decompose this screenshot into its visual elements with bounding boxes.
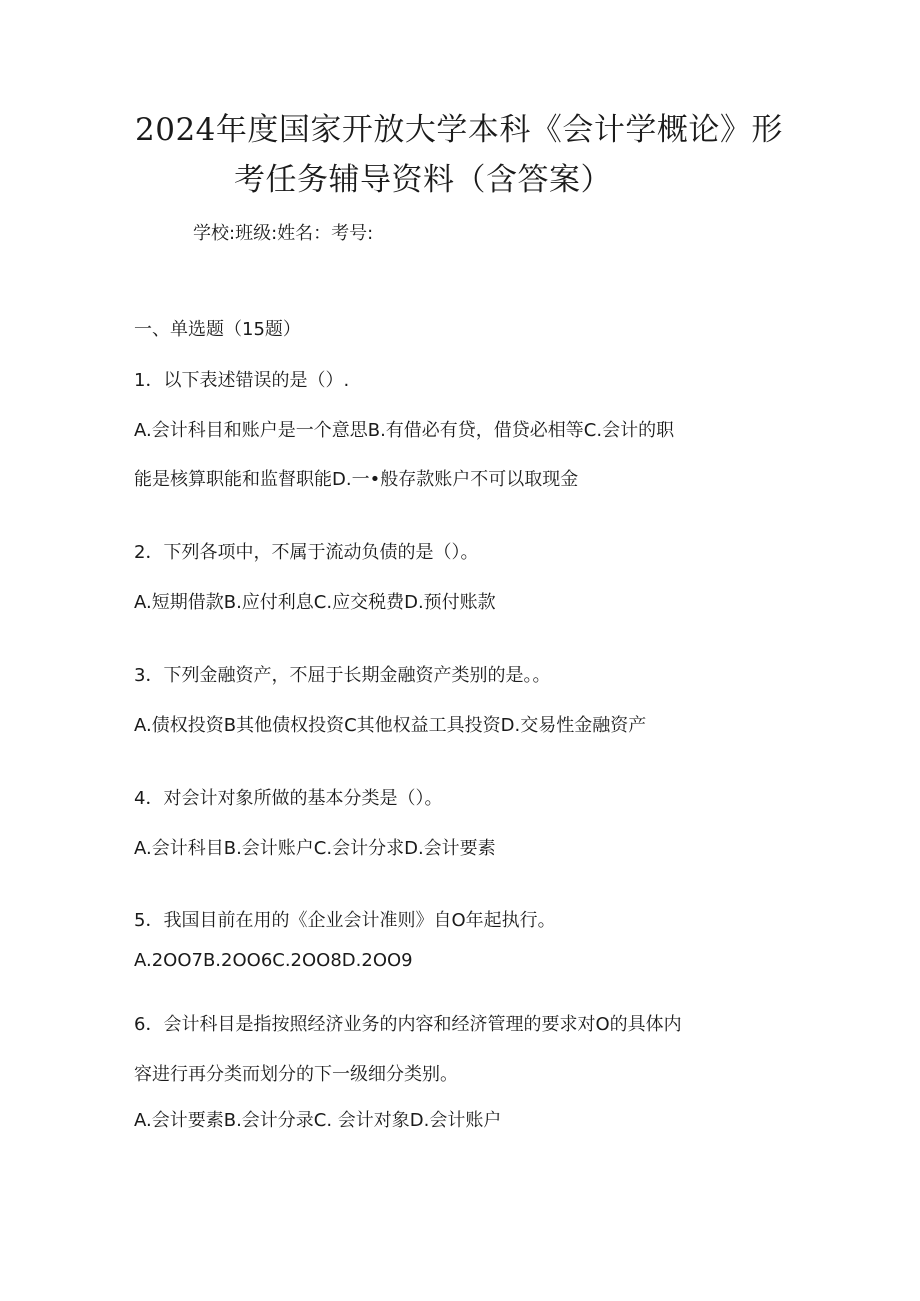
question-4-options: A.会计科目B.会计账户C.会计分求D.会计要素 [134, 838, 496, 859]
question-1-options-line-2: 能是核算职能和监督职能D.一•般存款账户不可以取现金 [134, 469, 579, 490]
section-heading: 一、单选题（15题） [134, 319, 301, 340]
document-title-line-2: 考任务辅导资料（含答案） [234, 162, 612, 198]
student-info-line: 学校:班级:姓名：考号: [193, 223, 374, 244]
question-5-options: A.2OO7B.2OO6C.2OO8D.2OO9 [134, 950, 413, 971]
question-2-stem: 2．下列各项中，不属于流动负债的是（）。 [134, 542, 479, 563]
question-4-stem: 4．对会计对象所做的基本分类是（）。 [134, 788, 443, 809]
question-3-stem: 3．下列金融资产，不屈于长期金融资产类别的是。。 [134, 665, 551, 686]
question-6-stem-line-1: 6．会计科目是指按照经济业务的内容和经济管理的要求对O的具体内 [134, 1014, 682, 1035]
question-2-options: A.短期借款B.应付利息C.应交税费D.预付账款 [134, 592, 496, 613]
question-1-options-line-1: A.会计科目和账户是一个意思B.有借必有贷，借贷必相等C.会计的职 [134, 420, 675, 441]
question-5-stem: 5．我国目前在用的《企业会计准则》自O年起执行。 [134, 910, 556, 931]
question-1-stem: 1．以下表述错误的是（）. [134, 370, 350, 391]
question-3-options: A.债权投资B其他债权投资C其他权益工具投资D.交易性金融资产 [134, 715, 647, 736]
question-6-stem-line-2: 容进行再分类而划分的下一级细分类别。 [134, 1064, 458, 1085]
document-title-line-1: 2024年度国家开放大学本科《会计学概论》形 [135, 112, 783, 148]
question-6-options: A.会计要素B.会计分录C. 会计对象D.会计账户 [134, 1110, 502, 1131]
